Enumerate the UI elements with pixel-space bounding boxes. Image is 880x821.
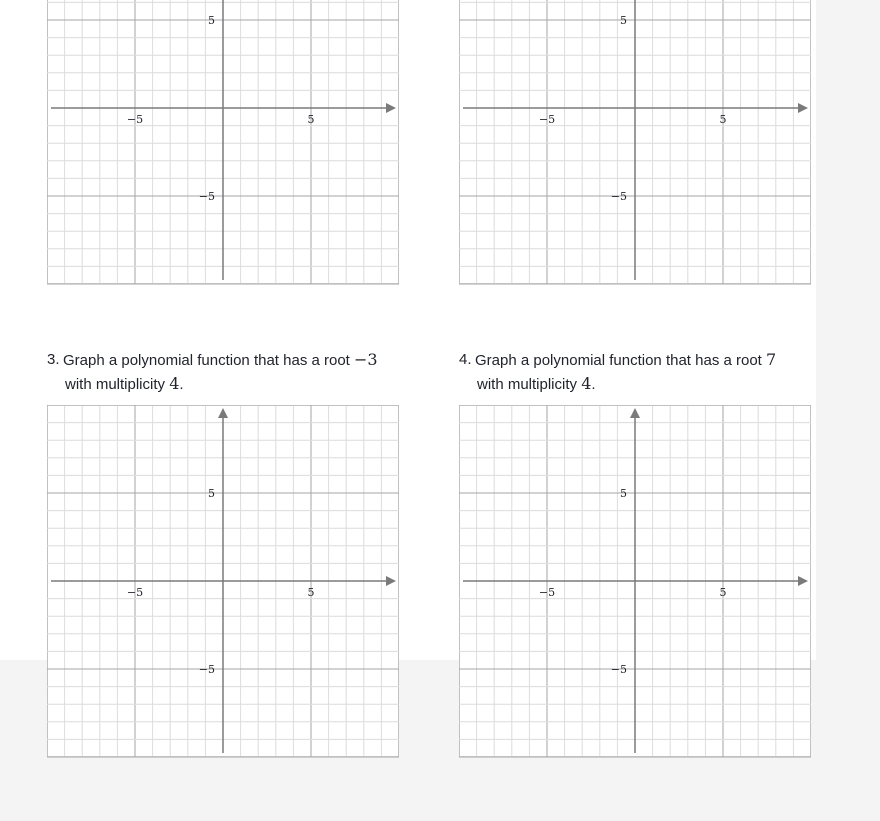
- y-tick-label-neg: −5: [198, 190, 215, 203]
- problem-3: [47, 348, 407, 396]
- x-tick-label-pos: 5: [307, 586, 315, 599]
- problem-text-line2: with multiplicity: [65, 376, 166, 393]
- y-tick-label-neg: −5: [198, 663, 215, 676]
- graph-top-right[interactable]: [459, 0, 811, 348]
- multiplicity-value: 4: [581, 374, 592, 393]
- x-tick-label-pos: 5: [719, 113, 727, 126]
- y-tick-label-pos: 5: [620, 14, 627, 27]
- x-tick-label-neg: −5: [538, 586, 556, 599]
- problem-number: 4.: [459, 351, 472, 368]
- problem-4: [459, 348, 819, 396]
- right-gutter: [816, 0, 880, 660]
- graph-problem-3[interactable]: [47, 405, 399, 821]
- x-tick-label-neg: −5: [126, 586, 144, 599]
- graph-top-left[interactable]: [47, 0, 399, 348]
- y-tick-label-pos: 5: [620, 487, 627, 500]
- problem-text-line2: with multiplicity: [477, 376, 578, 393]
- root-value: −3: [354, 350, 378, 369]
- y-tick-label-pos: 5: [208, 487, 215, 500]
- problem-text: Graph a polynomial function that has a root: [63, 352, 350, 369]
- x-tick-label-pos: 5: [719, 586, 727, 599]
- y-tick-label-pos: 5: [208, 14, 215, 27]
- problem-text: Graph a polynomial function that has a root: [475, 352, 762, 369]
- y-tick-label-neg: −5: [610, 663, 627, 676]
- period: .: [591, 376, 596, 393]
- multiplicity-value: 4: [169, 374, 180, 393]
- root-value: 7: [766, 350, 777, 369]
- period: .: [179, 376, 184, 393]
- y-tick-label-neg: −5: [610, 190, 627, 203]
- x-tick-label-neg: −5: [538, 113, 556, 126]
- problem-number: 3.: [47, 351, 60, 368]
- x-tick-label-neg: −5: [126, 113, 144, 126]
- graph-problem-4[interactable]: [459, 405, 811, 821]
- x-tick-label-pos: 5: [307, 113, 315, 126]
